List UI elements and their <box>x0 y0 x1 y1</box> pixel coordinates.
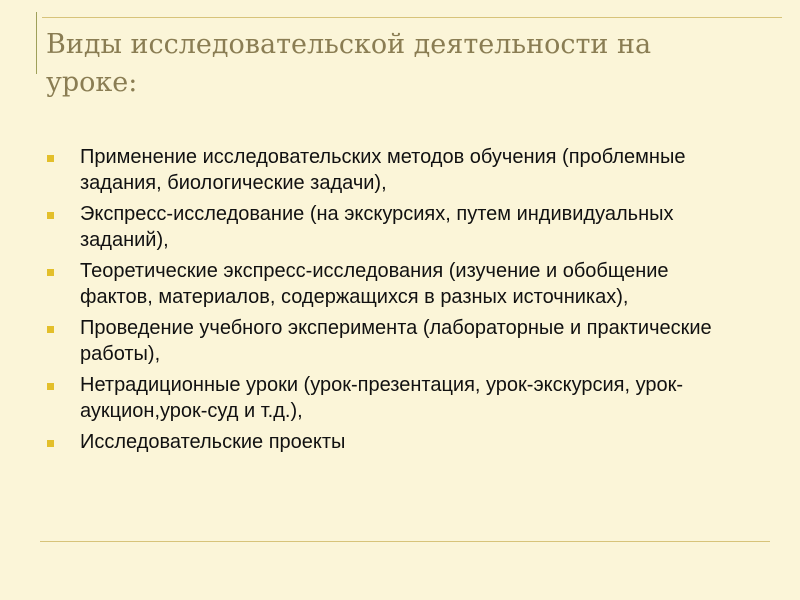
bullet-list <box>46 144 746 460</box>
bullet-item <box>46 258 746 310</box>
square-bullet-icon <box>47 155 54 162</box>
bullet-item <box>46 429 746 455</box>
bullet-item <box>46 201 746 253</box>
top-divider-line <box>42 17 782 18</box>
bullet-text: Теоретические экспресс-исследования (изучение и обобщение фактов, материалов, содержащихся в разных источниках), <box>80 260 669 308</box>
bottom-divider-line <box>40 541 770 542</box>
bullet-text: Исследовательские проекты <box>80 431 346 453</box>
square-bullet-icon <box>47 269 54 276</box>
bullet-item <box>46 144 746 196</box>
square-bullet-icon <box>47 212 54 219</box>
bullet-item <box>46 315 746 367</box>
square-bullet-icon <box>47 326 54 333</box>
bullet-item <box>46 372 746 424</box>
square-bullet-icon <box>47 440 54 447</box>
square-bullet-icon <box>47 383 54 390</box>
bullet-text: Нетрадиционные уроки (урок-презентация, урок-экскурсия, урок-аукцион,урок-суд и т.д.), <box>80 374 684 422</box>
bullet-text: Применение исследовательских методов обучения (проблемные задания, биологические задачи), <box>80 146 686 194</box>
bullet-text: Проведение учебного эксперимента (лабораторные и практические работы), <box>80 317 712 365</box>
bullet-text: Экспресс-исследование (на экскурсиях, путем индивидуальных заданий), <box>80 203 674 251</box>
slide-title: Виды исследовательской деятельности на уроке: <box>46 29 652 98</box>
left-accent-line <box>36 12 37 74</box>
